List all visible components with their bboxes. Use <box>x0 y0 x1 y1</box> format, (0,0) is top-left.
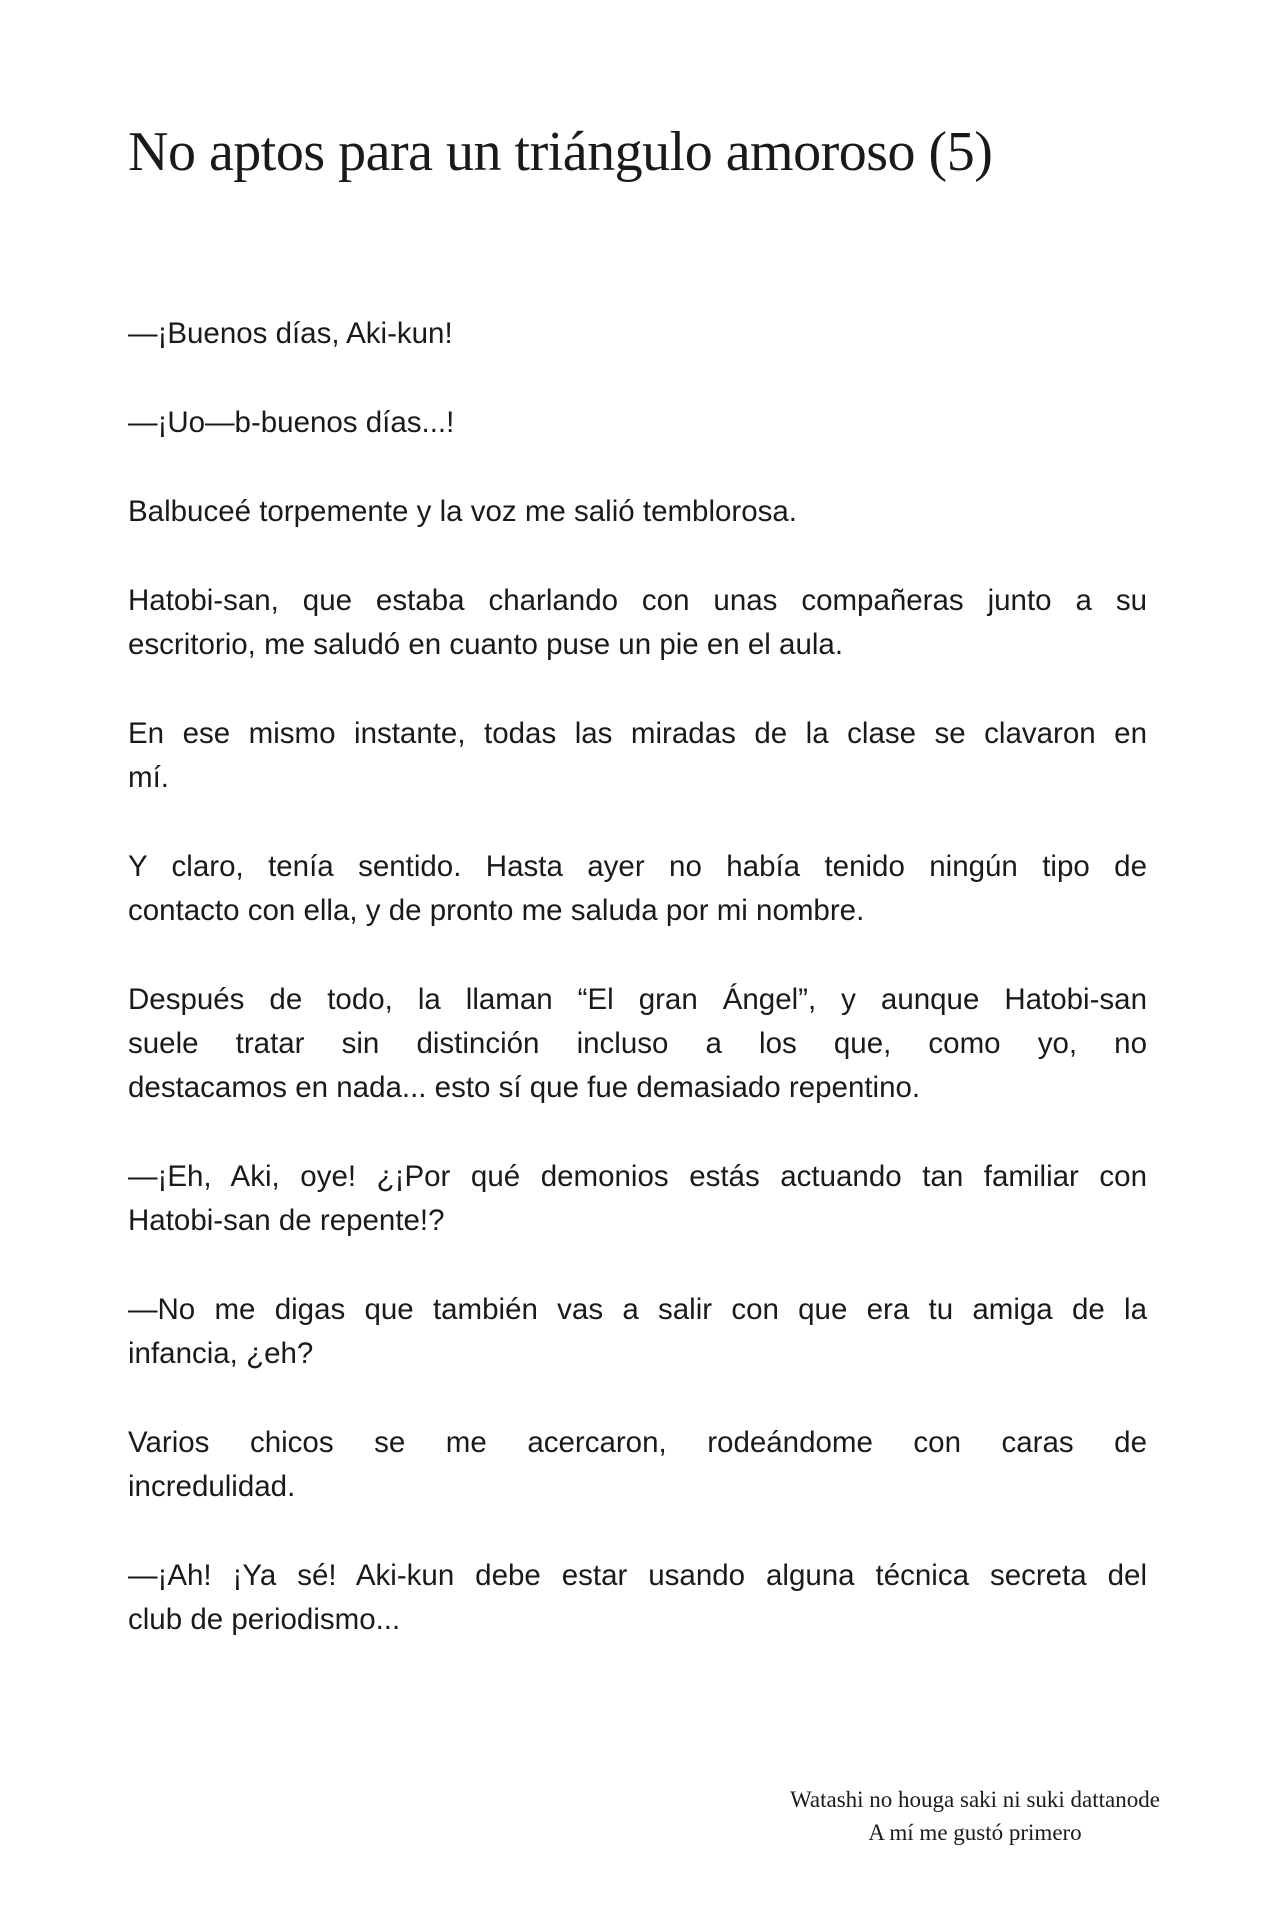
footer-spanish-title: A mí me gustó primero <box>868 1820 1082 1845</box>
paragraph-line: escritorio, me saludó en cuanto puse un pie en el aula. <box>128 628 844 661</box>
chapter-body <box>128 312 1147 1687</box>
paragraph <box>128 490 1147 534</box>
page-footer <box>740 1783 1210 1849</box>
paragraph-line: —¡Eh, Aki, oye! ¿¡Por qué demonios estás actuando tan familiar con <box>128 1160 1147 1193</box>
paragraph-line: destacamos en nada... esto sí que fue demasiado repentino. <box>128 1071 921 1104</box>
chapter-title: No aptos para un triángulo amoroso (5) <box>128 121 993 183</box>
paragraph <box>128 312 1147 356</box>
paragraph <box>128 845 1147 933</box>
paragraph-line: Balbuceé torpemente y la voz me salió temblorosa. <box>128 495 798 528</box>
paragraph-line: Varios chicos se me acercaron, rodeándome con caras de <box>128 1426 1147 1459</box>
paragraph-line: mí. <box>128 761 169 794</box>
paragraph-line: Después de todo, la llaman “El gran Ángel”, y aunque Hatobi-san <box>128 983 1147 1016</box>
paragraph <box>128 1421 1147 1509</box>
paragraph-line: —¡Uo—b-buenos días...! <box>128 406 455 439</box>
footer-original-title: Watashi no houga saki ni suki dattanode <box>790 1787 1160 1812</box>
paragraph-line: —¡Ah! ¡Ya sé! Aki-kun debe estar usando alguna técnica secreta del <box>128 1559 1147 1592</box>
paragraph <box>128 401 1147 445</box>
paragraph <box>128 712 1147 800</box>
paragraph-line: suele tratar sin distinción incluso a los que, como yo, no <box>128 1027 1147 1060</box>
paragraph-line: En ese mismo instante, todas las miradas de la clase se clavaron en <box>128 717 1147 750</box>
paragraph-line: infancia, ¿eh? <box>128 1337 314 1370</box>
paragraph <box>128 1554 1147 1642</box>
paragraph-line: contacto con ella, y de pronto me saluda por mi nombre. <box>128 894 865 927</box>
paragraph <box>128 978 1147 1110</box>
paragraph-line: Y claro, tenía sentido. Hasta ayer no había tenido ningún tipo de <box>128 850 1147 883</box>
paragraph-line: —¡Buenos días, Aki-kun! <box>128 317 453 350</box>
paragraph-line: incredulidad. <box>128 1470 296 1503</box>
paragraph <box>128 1155 1147 1243</box>
paragraph-line: Hatobi-san, que estaba charlando con unas compañeras junto a su <box>128 584 1147 617</box>
paragraph-line: Hatobi-san de repente!? <box>128 1204 445 1237</box>
paragraph-line: club de periodismo... <box>128 1603 401 1636</box>
paragraph-line: —No me digas que también vas a salir con que era tu amiga de la <box>128 1293 1147 1326</box>
paragraph <box>128 1288 1147 1376</box>
paragraph <box>128 579 1147 667</box>
